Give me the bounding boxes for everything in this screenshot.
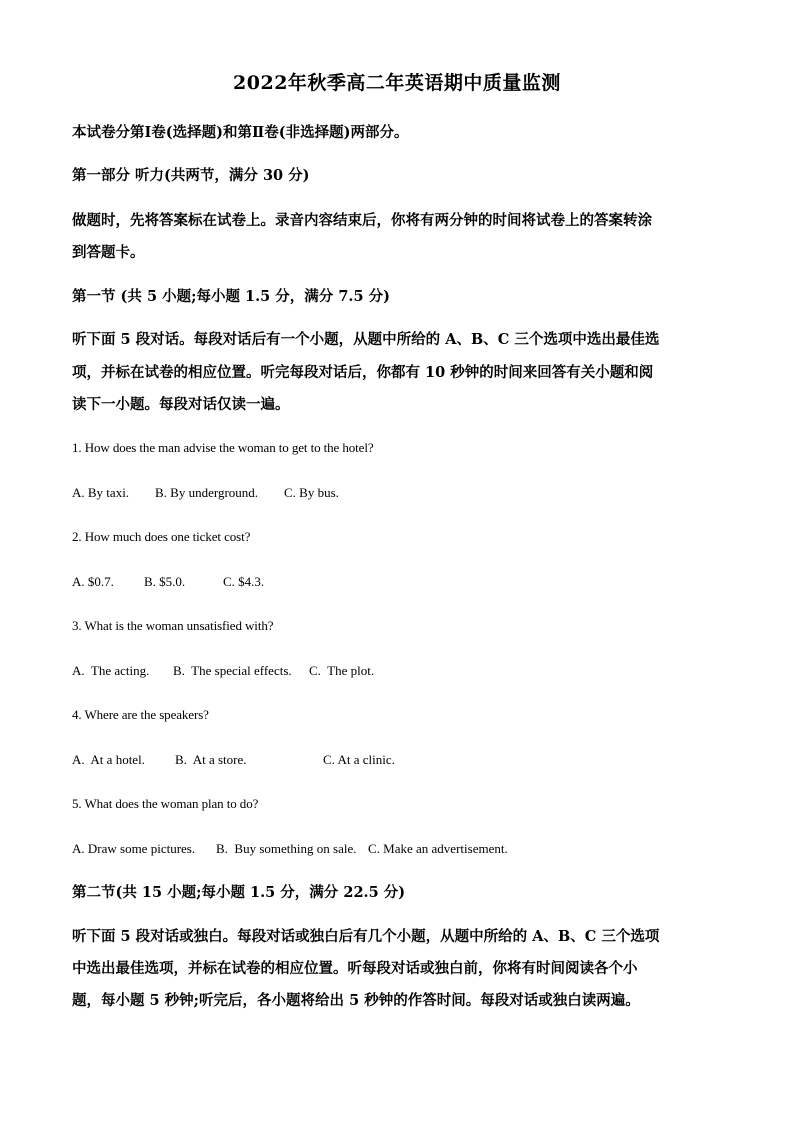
option-c: C. By bus.: [284, 485, 339, 500]
question-options: [72, 662, 752, 680]
page-title: 2022年秋季高二年英语期中质量监测: [233, 72, 561, 94]
section1-instruction-line: 听下面 5 段对话。每段对话后有一个小题，从题中所给的 A、B、C 三个选项中选出最佳选: [72, 331, 660, 348]
option-c: C. Make an advertisement.: [368, 841, 508, 856]
question-options: [72, 484, 752, 502]
question-stem: 1. How does the man advise the woman to get to the hotel?: [72, 440, 374, 455]
option-c: C. The plot.: [309, 663, 375, 678]
section1-heading: 第一节 (共 5 小题;每小题 1.5 分，满分 7.5 分): [72, 288, 390, 305]
option-a: A. $0.7.: [72, 574, 114, 589]
option-a: A. By taxi.: [72, 485, 130, 500]
question-stem: 2. How much does one ticket cost?: [72, 529, 251, 544]
option-a: A. The acting.: [72, 663, 150, 678]
option-b: B. At a store.: [175, 752, 247, 767]
part1-instruction-line: 做题时，先将答案标在试卷上。录音内容结束后，你将有两分钟的时间将试卷上的答案转涂: [72, 212, 652, 229]
question-options: [72, 751, 752, 769]
question-options: [72, 840, 752, 858]
section2-instruction-line: 题，每小题 5 秒钟;听完后，各小题将给出 5 秒钟的作答时间。每段对话或独白读两遍。: [72, 992, 640, 1009]
question-stem: 5. What does the woman plan to do?: [72, 796, 259, 811]
section2-instruction-line: 听下面 5 段对话或独白。每段对话或独白后有几个小题，从题中所给的 A、B、C 三个选项: [72, 928, 660, 945]
paper-intro: 本试卷分第Ⅰ卷(选择题)和第Ⅱ卷(非选择题)两部分。: [72, 124, 409, 141]
part1-instruction-line: 到答题卡。: [72, 244, 145, 261]
option-c: C. At a clinic.: [323, 752, 395, 767]
option-b: B. By underground.: [155, 485, 259, 500]
section1-instruction-line: 项，并标在试卷的相应位置。听完每段对话后，你都有 10 秒钟的时间来回答有关小题和阅: [72, 364, 654, 381]
option-a: A. Draw some pictures.: [72, 841, 196, 856]
section2-heading: 第二节(共 15 小题;每小题 1.5 分，满分 22.5 分): [72, 884, 406, 901]
option-b: B. $5.0.: [144, 574, 186, 589]
question-stem: 4. Where are the speakers?: [72, 707, 209, 722]
section2-instruction-line: 中选出最佳选项，并标在试卷的相应位置。听每段对话或独白前，你将有时间阅读各个小: [72, 960, 638, 977]
part1-heading: 第一部分 听力(共两节，满分 30 分): [72, 167, 310, 184]
section1-instruction-line: 读下一小题。每段对话仅读一遍。: [72, 396, 290, 413]
question-options: [72, 573, 752, 591]
option-c: C. $4.3.: [223, 574, 265, 589]
option-b: B. Buy something on sale.: [216, 841, 357, 856]
option-a: A. At a hotel.: [72, 752, 145, 767]
option-b: B. The special effects.: [173, 663, 292, 678]
question-stem: 3. What is the woman unsatisfied with?: [72, 618, 274, 633]
